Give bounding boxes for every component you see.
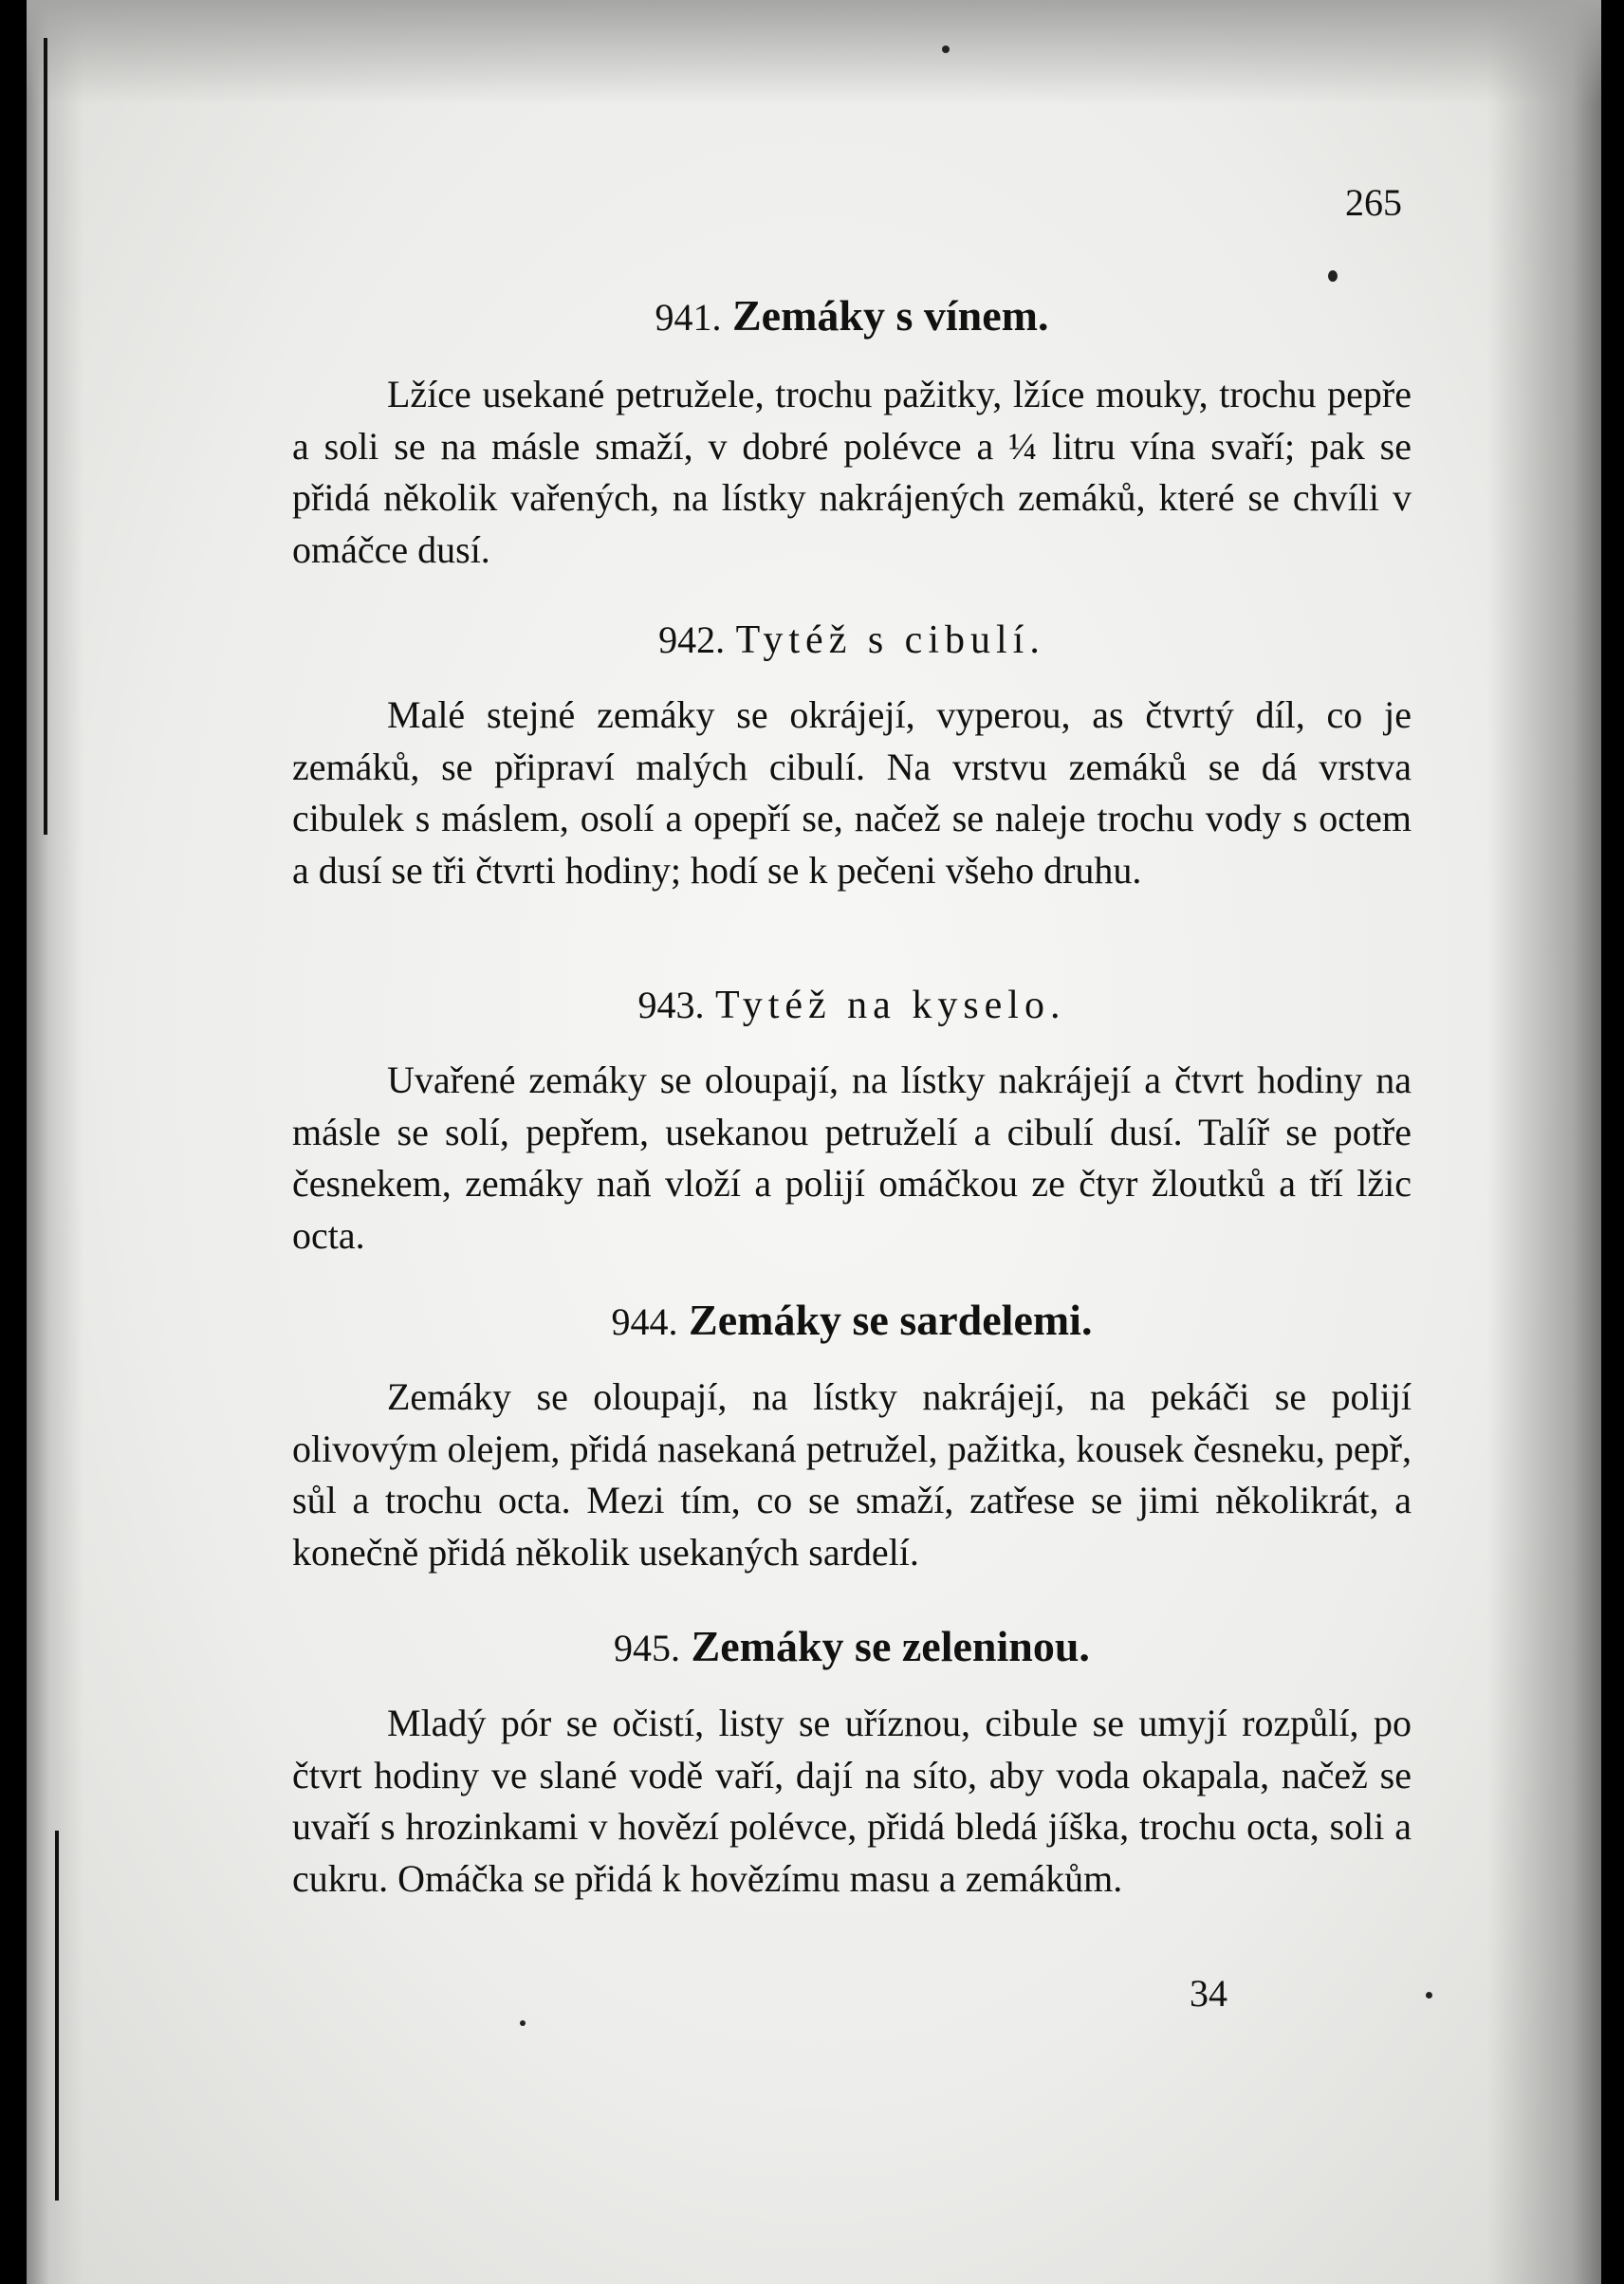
recipe-title [292,977,1412,1032]
recipe-title [292,612,1412,667]
book-page [27,0,1601,2284]
recipe-942 [292,612,1412,896]
recipe-text: Mladý pór se očistí, listy se uříznou, cibule se umyjí rozpůlí, po čtvrt hodiny ve slané vodě vaří, dají na síto, aby voda okapala, načež se uvaří s hrozinkami v hovězí polévce, přidá bledá jíška, trochu octa, soli a cukru. Omáčka se přidá k hovězímu masu a zemákům. [292,1702,1412,1900]
recipe-number: 945. [614,1627,681,1669]
recipe-number: 942. [658,618,726,661]
recipe-text: Uvařené zemáky se oloupají, na lístky nakrájejí a čtvrt hodiny na másle se solí, pepřem, usekanou petruželí a cibulí dusí. Talíř se potře česnekem, zemáky naň vloží a polijí omáčkou ze čtyr žloutků a tří lžic octa. [292,1059,1412,1257]
binding-line-upper [44,38,47,835]
sheet-signature-number: 34 [1190,1972,1227,2015]
page-shadow-right [1487,0,1601,2284]
recipe-941 [292,289,1412,576]
recipe-944 [292,1294,1412,1578]
recipe-title [292,289,1412,344]
recipe-text: Lžíce usekané petružele, trochu pažitky, lžíce mouky, trochu pepře a soli se na másle smaží, v dobré polévce a ¼ litru vína svaří; pak se přidá několik vařených, na lístky nakrájených zemáků, které se chvíli v omáčce dusí. [292,373,1412,571]
recipe-title [292,1620,1412,1675]
binding-line-lower [55,1831,59,2201]
recipe-title [292,1294,1412,1349]
page-number: 265 [1345,181,1402,224]
recipe-943 [292,977,1412,1262]
speck [1426,1992,1432,1998]
speck [942,46,950,53]
speck [1328,270,1338,282]
recipe-945 [292,1620,1412,1905]
recipe-name: Tytéž s cibulí. [735,618,1045,662]
recipe-name: Zemáky s vínem. [732,291,1049,340]
recipe-name: Zemáky se sardelemi. [689,1296,1093,1344]
recipe-number: 941. [655,296,722,339]
recipe-name: Tytéž na kyselo. [715,984,1066,1027]
page-shadow-top [27,0,1601,104]
recipe-text: Malé stejné zemáky se okrájejí, vyperou, as čtvrtý díl, co je zemáků, se připraví malých cibulí. Na vrstvu zemáků se dá vrstva cibulek s máslem, osolí a opepří se, načež se naleje trochu vody s octem a dusí se tři čtvrti hodiny; hodí se k pečeni všeho druhu. [292,693,1412,892]
recipe-number: 943. [637,984,705,1026]
recipe-text: Zemáky se oloupají, na lístky nakrájejí, na pekáči se polijí olivovým olejem, přidá nasekaná petružel, pažitka, kousek česneku, pepř, sůl a trochu octa. Mezi tím, co se smaží, zatřese se jimi několikrát, a konečně přidá několik usekaných sardelí. [292,1375,1412,1574]
recipe-number: 944. [611,1300,678,1343]
recipe-name: Zemáky se zeleninou. [691,1622,1090,1670]
speck [520,2020,526,2026]
